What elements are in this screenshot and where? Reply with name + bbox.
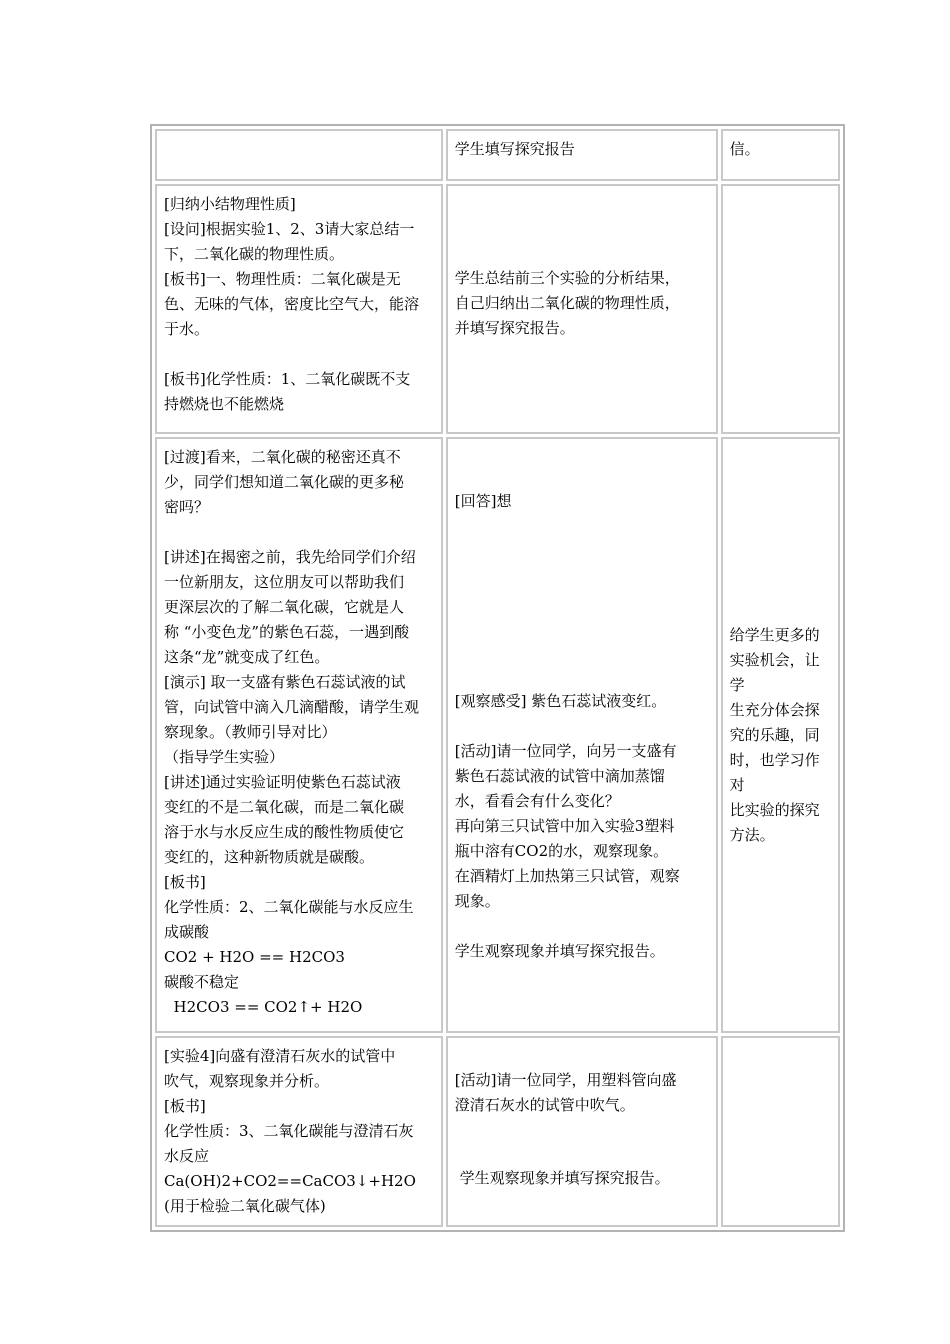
teacher-activity-cell	[155, 437, 443, 1033]
design-intent-cell	[721, 129, 840, 181]
text-line: 在酒精灯上加热第三只试管，观察	[454, 867, 680, 885]
student-activity-cell	[446, 1036, 718, 1227]
text-line: 究的乐趣，同	[729, 725, 820, 744]
text-line: 色、无味的气体，密度比空气大，能溶	[164, 295, 420, 313]
text-line: 于水。	[164, 320, 210, 338]
lesson-plan-table	[150, 124, 845, 1232]
text-line: [观察感受] 紫色石蕊试液变红。	[454, 692, 667, 710]
text-line: 学生观察现象并填写探究报告。	[454, 1169, 670, 1187]
text-line: 成碳酸	[164, 923, 210, 941]
table-row	[155, 184, 840, 434]
text-line: 并填写探究报告。	[454, 319, 575, 337]
text-line: 下，二氧化碳的物理性质。	[164, 245, 345, 263]
text-line: [活动]请一位同学，用塑料管向盛	[454, 1071, 677, 1089]
design-intent-cell	[721, 184, 840, 434]
text-line: [讲述]在揭密之前，我先给同学们介绍	[164, 548, 416, 566]
text-line: 化学性质：3、二氧化碳能与澄清石灰	[164, 1122, 414, 1140]
text-line: (用于检验二氧化碳气体)	[164, 1197, 326, 1215]
table-row	[155, 129, 840, 181]
text-line: 现象。	[454, 892, 500, 910]
text-line: 密吗？	[164, 498, 210, 516]
text-line: 自己归纳出二氧化碳的物理性质，	[454, 294, 680, 312]
text-line: 给学生更多的	[729, 625, 820, 644]
text-line: 学生观察现象并填写探究报告。	[454, 942, 665, 960]
text-line: 方法。	[729, 825, 775, 844]
text-line: 实验机会，让学	[729, 650, 820, 694]
text-line: 察现象。（教师引导对比）	[164, 723, 337, 741]
text-line: 变红的不是二氧化碳，而是二氧化碳	[164, 798, 405, 816]
text-line: 变红的，这种新物质就是碳酸。	[164, 848, 375, 866]
student-activity-cell	[446, 184, 718, 434]
text-line: [板书]	[164, 1097, 206, 1115]
text-line: 比实验的探究	[729, 800, 820, 819]
text-line: 称 “小变色龙”的紫色石蕊，一遇到酸	[164, 623, 410, 641]
student-activity-cell	[446, 437, 718, 1033]
teacher-activity-cell	[155, 1036, 443, 1227]
text-line: 紫色石蕊试液的试管中滴加蒸馏	[454, 767, 665, 785]
text-line: 一位新朋友，这位朋友可以帮助我们	[164, 573, 405, 591]
text-line: 化学性质：2、二氧化碳能与水反应生	[164, 898, 414, 916]
student-activity-cell	[446, 129, 718, 181]
text-line: 水反应	[164, 1147, 210, 1165]
table-row	[155, 1036, 840, 1227]
text-line: [板书]化学性质：1、二氧化碳既不支	[164, 370, 411, 388]
design-intent-cell	[721, 1036, 840, 1227]
text-line: 这条“龙”就变成了红色。	[164, 648, 330, 666]
text-line: 水，看看会有什么变化？	[454, 792, 620, 810]
text-line: （指导学生实验）	[164, 748, 285, 766]
text-line: 持燃烧也不能燃烧	[164, 395, 285, 413]
text-line: 澄清石灰水的试管中吹气。	[454, 1096, 635, 1114]
text-line: 时，也学习作对	[729, 750, 820, 794]
text-line: Ca(OH)2+CO2==CaCO3↓+H2O	[164, 1172, 416, 1190]
text-line: 管，向试管中滴入几滴醋酸，请学生观	[164, 698, 420, 716]
text-line: [归纳小结物理性质]	[164, 195, 296, 213]
text-line: CO2 + H2O == H2CO3	[164, 948, 345, 966]
text-line: H2CO3 == CO2↑+ H2O	[164, 998, 363, 1016]
text-line: 学生填写探究报告	[454, 140, 575, 158]
text-line: [过渡]看来，二氧化碳的秘密还真不	[164, 448, 401, 466]
text-line: [演示] 取一支盛有紫色石蕊试液的试	[164, 673, 406, 691]
table-row	[155, 437, 840, 1033]
text-line: 生充分体会探	[729, 700, 820, 719]
text-line: [讲述]通过实验证明使紫色石蕊试液	[164, 773, 401, 791]
text-line: [板书]	[164, 873, 206, 891]
text-line: 学生总结前三个实验的分析结果，	[454, 269, 680, 287]
teacher-activity-cell	[155, 184, 443, 434]
text-line: 瓶中溶有CO2的水，观察现象。	[454, 842, 669, 860]
text-line: [回答]想	[454, 492, 512, 510]
text-line: 溶于水与水反应生成的酸性物质使它	[164, 823, 405, 841]
text-line: 碳酸不稳定	[164, 973, 240, 991]
text-line: 信。	[729, 140, 760, 158]
text-line: [设问]根据实验1、2、3请大家总结一	[164, 220, 415, 238]
text-line: 少，同学们想知道二氧化碳的更多秘	[164, 473, 405, 491]
text-line: [实验4]向盛有澄清石灰水的试管中	[164, 1047, 396, 1065]
text-line: 更深层次的了解二氧化碳，它就是人	[164, 598, 405, 616]
text-line: [活动]请一位同学，向另一支盛有	[454, 742, 677, 760]
text-line: 吹气，观察现象并分析。	[164, 1072, 330, 1090]
teacher-activity-cell	[155, 129, 443, 181]
text-line: 再向第三只试管中加入实验3塑料	[454, 817, 675, 835]
design-intent-cell	[721, 437, 840, 1033]
text-line: [板书]一、物理性质：二氧化碳是无	[164, 270, 401, 288]
